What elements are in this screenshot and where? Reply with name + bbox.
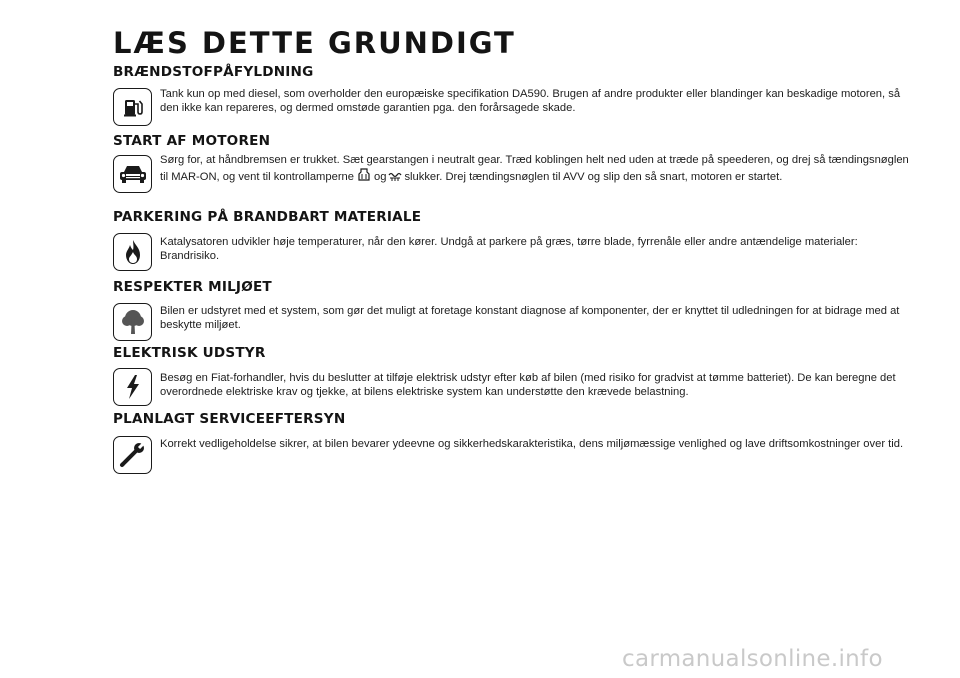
flame-icon bbox=[113, 233, 152, 271]
tree-icon bbox=[113, 303, 152, 341]
engine-start-text-og: og bbox=[373, 170, 387, 183]
fuel-pump-icon bbox=[113, 88, 152, 126]
lightning-bolt-icon bbox=[113, 368, 152, 406]
section-text-environment: Bilen er udstyret med et system, som gør det muligt at foretage konstant diagnose af komponenter, der er knyttet til udledningen for at bidrage med at beskytte miljøet. bbox=[160, 305, 900, 331]
section-heading-parking: PARKERING PÅ BRANDBART MATERIALE bbox=[113, 209, 422, 225]
engine-start-text-part-1: Sørg for, at håndbremsen er trukket. Sæt gearstangen i neutralt gear. Træd koblingen helt ned uden at træde på speederen, og drej så tændingsnøglen til MAR-ON, og vent til kontrollamperne bbox=[160, 154, 909, 183]
section-text-service: Korrekt vedligeholdelse sikrer, at bilen bevarer ydeevne og sikkerhedskarakteristika, dens miljømæssige venlighed og lave driftsomkostninger over tid. bbox=[160, 438, 904, 450]
car-icon bbox=[113, 155, 152, 193]
engine-start-text-part-2: slukker. Drej tændingsnøglen til AVV og slip den så snart, motoren er startet. bbox=[404, 170, 783, 183]
section-heading-service: PLANLAGT SERVICEEFTERSYN bbox=[113, 411, 346, 427]
section-heading-environment: RESPEKTER MILJØET bbox=[113, 279, 272, 295]
section-heading-engine-start: START AF MOTOREN bbox=[113, 133, 271, 149]
page-title: LÆS DETTE GRUNDIGT bbox=[113, 26, 516, 60]
glow-plug-warning-icon bbox=[356, 168, 372, 187]
watermark: carmanualsonline.info bbox=[622, 646, 883, 672]
section-text-fuel: Tank kun op med diesel, som overholder den europæiske specifikation DA590. Brugen af andre produkter eller blandinger kan beskadige motoren, så den ikke kan repareres, og dermed omstøde garantien pga. den forårsagede skade. bbox=[160, 88, 901, 114]
preheat-coil-warning-icon bbox=[388, 172, 402, 187]
wrench-icon bbox=[113, 436, 152, 474]
section-text-parking: Katalysatoren udvikler høje temperaturer, når den kører. Undgå at parkere på græs, tørre blade, fyrrenåle eller andre antændelige materialer: Brandrisiko. bbox=[160, 236, 858, 262]
section-heading-fuel: BRÆNDSTOFPÅFYLDNING bbox=[113, 64, 314, 80]
section-heading-electrical: ELEKTRISK UDSTYR bbox=[113, 345, 266, 361]
section-text-engine-start bbox=[160, 154, 912, 186]
section-text-electrical: Besøg en Fiat-forhandler, hvis du beslutter at tilføje elektrisk udstyr efter køb af bilen (med risiko for gradvist at tømme batteriet). De kan beregne det overordnede elektriske krav og tjekke, at bilens elektriske system kan understøtte den krævede belastning. bbox=[160, 372, 896, 398]
